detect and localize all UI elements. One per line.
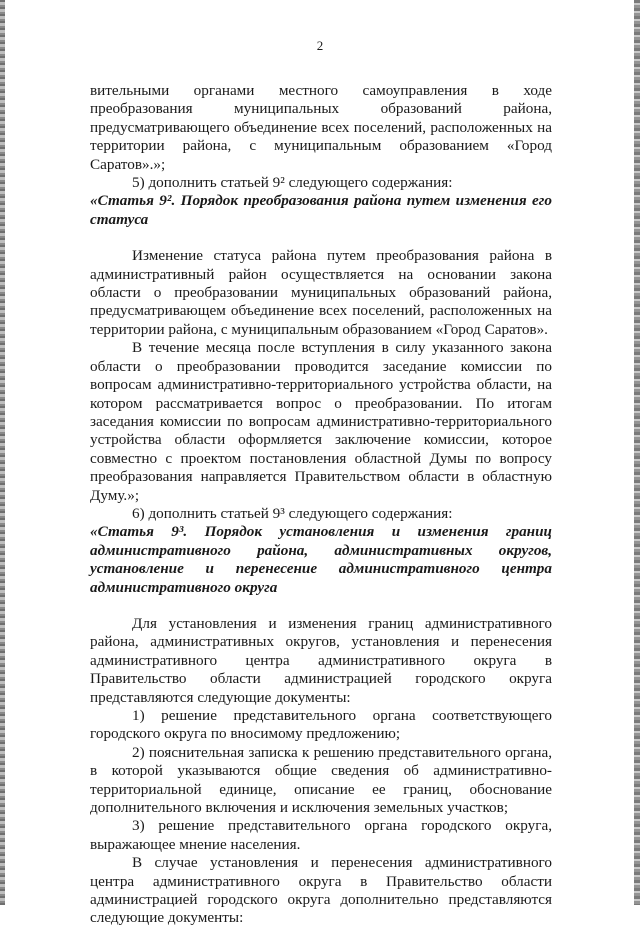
scan-edge-left: [0, 0, 5, 905]
paragraph-boundaries-documents: Для установления и изменения границ административного района, административных округов, установления и перенесения административного центра административного округа в Правительство области администрацией городского округа представляются следующие документы:: [90, 614, 552, 706]
article-9-3-heading: «Статья 9³. Порядок установления и изменения границ административного района, административных округов, установление и перенесение административного центра административного округа: [90, 523, 552, 596]
scan-edge-right: [634, 0, 640, 905]
paragraph-admin-center: В случае установления и перенесения административного центра административного округа в Правительство области администрацией городского округа дополнительно представляются следующие документы:: [90, 854, 552, 927]
paragraph-continuation: вительными органами местного самоуправления в ходе преобразования муниципальных образований района, предусматривающего объединение всех поселений, расположенных на территории района, с муниципальным образованием «Город Саратов».»;: [90, 82, 552, 173]
list-item-1: 1) решение представительного органа соответствующего городского округа по вносимому предложению;: [90, 707, 552, 743]
amendment-item-5: 5) дополнить статьей 9² следующего содержания:: [132, 174, 453, 192]
list-item-3: 3) решение представительного органа городского округа, выражающее мнение населения.: [90, 817, 552, 853]
list-item-2: 2) пояснительная записка к решению представительного органа, в которой указываются общие сведения об административно-территориальной единице, описание ее границ, обоснование дополнительного включения и исключения земельных участков;: [90, 743, 552, 817]
paragraph-commission-meeting: В течение месяца после вступления в силу указанного закона области о преобразовании проводится заседание комиссии по вопросам административно-территориального устройства области, на котором рассматривается вопрос о преобразовании. По итогам заседания комиссии по вопросам административно-территориального устройства области оформляется заключение комиссии, которое совместно с проектом постановления областной Думы по вопросу преобразования направляется Правительством области в областную Думу.»;: [90, 339, 552, 504]
article-9-2-heading: «Статья 9². Порядок преобразования района путем изменения его статуса: [90, 192, 552, 228]
document-body: [90, 82, 552, 928]
spacer: [90, 597, 552, 615]
page-number: 2: [316, 38, 324, 53]
spacer: [90, 229, 552, 247]
paragraph-status-change: Изменение статуса района путем преобразования района в административный район осуществляется на основании закона области о преобразовании муниципальных образований района, предусматривающем объединение всех поселений, расположенных на территории района, с муниципальным образованием «Город Саратов».: [90, 247, 552, 338]
amendment-item-6: 6) дополнить статьей 9³ следующего содержания:: [132, 504, 453, 522]
